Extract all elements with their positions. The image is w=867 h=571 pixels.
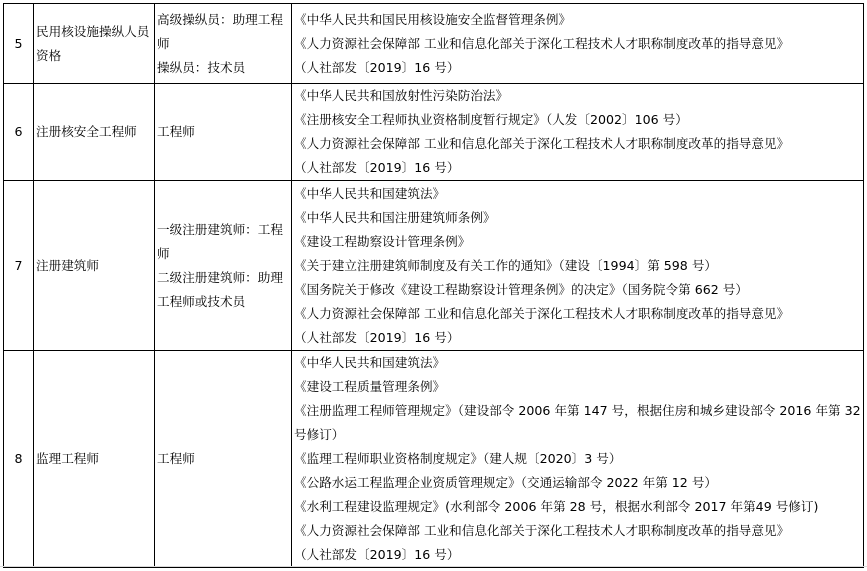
legal-basis-item: 《人力资源社会保障部 工业和信息化部关于深化工程技术人才职称制度改革的指导意见》 <box>294 523 790 538</box>
page-bottom-divider <box>0 566 867 567</box>
legal-basis-item: 《中华人民共和国民用核设施安全监督管理条例》 <box>294 11 572 27</box>
legal-basis-item: （人社部发〔2019〕16 号） <box>294 329 460 345</box>
legal-basis-item: 《关于建立注册建筑师制度及有关工作的通知》（建设〔1994〕第 598 号） <box>294 257 718 273</box>
qualification-name-cell: 监理工程师 <box>34 351 155 568</box>
legal-basis-item: （人社部发〔2019〕16 号） <box>294 547 460 562</box>
legal-basis-cell <box>292 351 864 568</box>
title-level-cell: 工程师 <box>155 84 292 181</box>
row-number-cell: 6 <box>4 84 34 181</box>
row-number-cell: 5 <box>4 4 34 84</box>
legal-basis-cell <box>292 4 864 84</box>
legal-basis-item: 《注册核安全工程师执业资格制度暂行规定》（人发〔2002〕106 号） <box>294 112 688 127</box>
legal-basis-cell <box>292 181 864 351</box>
legal-basis-item: 《人力资源社会保障部 工业和信息化部关于深化工程技术人才职称制度改革的指导意见》 <box>294 136 790 151</box>
table-row <box>4 84 864 181</box>
legal-basis-item: 《建设工程质量管理条例》 <box>294 379 446 394</box>
qualification-table <box>3 3 864 568</box>
legal-basis-item: 《注册监理工程师管理规定》（建设部令 2006 年第 147 号，根据住房和城乡建设部令 2016 年第 32 号修订） <box>294 403 861 442</box>
legal-basis-item: 《公路水运工程监理企业资质管理规定》（交通运输部令 2022 年第 12 号） <box>294 475 718 490</box>
legal-basis-item: 《建设工程勘察设计管理条例》 <box>294 233 471 249</box>
legal-basis-item: （人社部发〔2019〕16 号） <box>294 160 460 175</box>
legal-basis-item: 《中华人民共和国放射性污染防治法》 <box>294 88 509 103</box>
legal-basis-item: 《人力资源社会保障部 工业和信息化部关于深化工程技术人才职称制度改革的指导意见》 <box>294 305 790 321</box>
legal-basis-item: 《人力资源社会保障部 工业和信息化部关于深化工程技术人才职称制度改革的指导意见》 <box>294 35 790 51</box>
legal-basis-item: 《中华人民共和国注册建筑师条例》 <box>294 209 496 225</box>
legal-basis-item: 《监理工程师职业资格制度规定》（建人规〔2020〕3 号） <box>294 451 622 466</box>
row-number-cell: 7 <box>4 181 34 351</box>
legal-basis-item: （人社部发〔2019〕16 号） <box>294 59 460 75</box>
title-level-cell: 高级操纵员：助理工程师 操纵员：技术员 <box>155 4 292 84</box>
table-row <box>4 351 864 568</box>
legal-basis-item: 《国务院关于修改《建设工程勘察设计管理条例》的决定》（国务院令第 662 号） <box>294 281 748 297</box>
qualification-name-cell: 民用核设施操纵人员资格 <box>34 4 155 84</box>
legal-basis-item: 《中华人民共和国建筑法》 <box>294 185 446 201</box>
legal-basis-item: 《水利工程建设监理规定》(水利部令 2006 年第 28 号，根据水利部令 2017 年第49 号修订) <box>294 499 819 514</box>
qualification-name-cell: 注册核安全工程师 <box>34 84 155 181</box>
row-number-cell: 8 <box>4 351 34 568</box>
legal-basis-cell <box>292 84 864 181</box>
qualification-name-cell: 注册建筑师 <box>34 181 155 351</box>
legal-basis-item: 《中华人民共和国建筑法》 <box>294 355 446 370</box>
table-body <box>4 4 864 568</box>
table-row <box>4 4 864 84</box>
title-level-cell: 工程师 <box>155 351 292 568</box>
title-level-cell: 一级注册建筑师：工程师 二级注册建筑师：助理工程师或技术员 <box>155 181 292 351</box>
table-row <box>4 181 864 351</box>
